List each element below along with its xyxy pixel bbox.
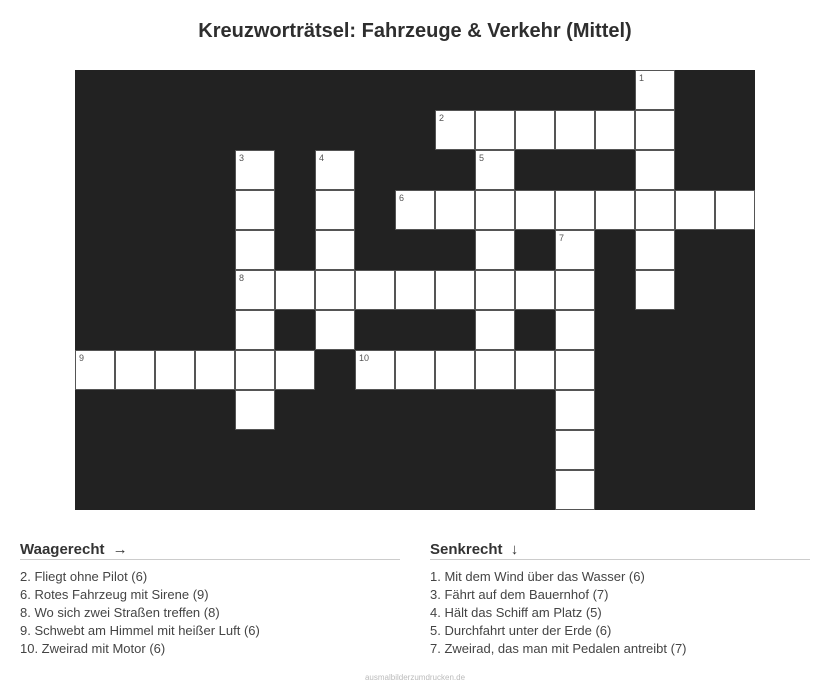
down-clue: 1. Mit dem Wind über das Wasser (6) — [430, 569, 645, 584]
clue-number: 3 — [239, 153, 245, 163]
clue-number: 2 — [439, 113, 445, 123]
crossword-cell[interactable] — [555, 470, 595, 510]
crossword-cell[interactable] — [635, 110, 675, 150]
crossword-cell[interactable] — [395, 270, 435, 310]
crossword-cell[interactable] — [395, 350, 435, 390]
clue-number: 5 — [479, 153, 485, 163]
crossword-cell[interactable] — [115, 350, 155, 390]
across-clue: 6. Rotes Fahrzeug mit Sirene (9) — [20, 587, 209, 602]
crossword-cell[interactable] — [235, 350, 275, 390]
crossword-cell[interactable] — [315, 230, 355, 270]
crossword-cell[interactable] — [555, 310, 595, 350]
clue-number: 7 — [559, 233, 565, 243]
crossword-cell[interactable] — [515, 270, 555, 310]
puzzle-title: Kreuzworträtsel: Fahrzeuge & Verkehr (Mittel) — [198, 20, 632, 42]
crossword-cell[interactable] — [435, 190, 475, 230]
arrow-down-icon: ↓ — [510, 541, 519, 558]
down-clue: 7. Zweirad, das man mit Pedalen antreibt (7) — [430, 641, 687, 656]
crossword-cell[interactable] — [555, 390, 595, 430]
down-clue: 3. Fährt auf dem Bauernhof (7) — [430, 587, 609, 602]
clue-number: 1 — [639, 73, 645, 83]
crossword-cell[interactable] — [635, 150, 675, 190]
clue-number: 9 — [79, 353, 85, 363]
crossword-grid — [75, 70, 755, 510]
crossword-cell[interactable] — [75, 350, 115, 390]
down-heading — [430, 541, 810, 560]
crossword-cell[interactable] — [555, 350, 595, 390]
across-clue: 9. Schwebt am Himmel mit heißer Luft (6) — [20, 623, 260, 638]
crossword-cell[interactable] — [555, 430, 595, 470]
across-heading — [20, 541, 400, 560]
crossword-cell[interactable] — [235, 310, 275, 350]
crossword-cell[interactable] — [275, 350, 315, 390]
crossword-cell[interactable] — [475, 150, 515, 190]
crossword-cell[interactable] — [555, 230, 595, 270]
crossword-cell[interactable] — [675, 190, 715, 230]
crossword-cell[interactable] — [475, 190, 515, 230]
across-clue: 8. Wo sich zwei Straßen treffen (8) — [20, 605, 220, 620]
down-clue: 4. Hält das Schiff am Platz (5) — [430, 605, 602, 620]
crossword-cell[interactable] — [635, 270, 675, 310]
crossword-cell[interactable] — [595, 110, 635, 150]
crossword-cell[interactable] — [355, 350, 395, 390]
crossword-cell[interactable] — [475, 310, 515, 350]
crossword-cell[interactable] — [315, 190, 355, 230]
crossword-cell[interactable] — [235, 270, 275, 310]
crossword-cell[interactable] — [555, 190, 595, 230]
crossword-cell[interactable] — [435, 350, 475, 390]
clue-number: 6 — [399, 193, 405, 203]
crossword-cell[interactable] — [475, 270, 515, 310]
across-clue: 10. Zweirad mit Motor (6) — [20, 641, 166, 656]
crossword-cell[interactable] — [235, 390, 275, 430]
down-heading-label: Senkrecht — [430, 541, 503, 558]
crossword-cell[interactable] — [515, 110, 555, 150]
crossword-cell[interactable] — [155, 350, 195, 390]
arrow-right-icon: → — [112, 541, 128, 558]
crossword-cell[interactable] — [355, 270, 395, 310]
clue-number: 4 — [319, 153, 325, 163]
crossword-cell[interactable] — [555, 110, 595, 150]
across-clue: 2. Fliegt ohne Pilot (6) — [20, 569, 148, 584]
crossword-cell[interactable] — [315, 310, 355, 350]
across-clues — [20, 541, 400, 658]
crossword-cell[interactable] — [395, 190, 435, 230]
crossword-cell[interactable] — [435, 270, 475, 310]
crossword-cell[interactable] — [235, 230, 275, 270]
crossword-cell[interactable] — [315, 150, 355, 190]
footer-credit: ausmalbilderzumdrucken.de — [364, 673, 466, 682]
down-clue: 5. Durchfahrt unter der Erde (6) — [430, 623, 612, 638]
clue-number: 8 — [239, 273, 245, 283]
down-clues — [430, 541, 810, 658]
crossword-cell[interactable] — [635, 230, 675, 270]
crossword-cell[interactable] — [195, 350, 235, 390]
across-heading-label: Waagerecht — [20, 541, 105, 558]
crossword-cell[interactable] — [235, 150, 275, 190]
crossword-cell[interactable] — [555, 270, 595, 310]
crossword-cell[interactable] — [475, 110, 515, 150]
crossword-cell[interactable] — [475, 230, 515, 270]
crossword-cell[interactable] — [635, 70, 675, 110]
crossword-cell[interactable] — [315, 270, 355, 310]
crossword-cell[interactable] — [635, 190, 675, 230]
crossword-cell[interactable] — [515, 190, 555, 230]
crossword-cell[interactable] — [435, 110, 475, 150]
crossword-cell[interactable] — [515, 350, 555, 390]
clue-number: 10 — [359, 353, 370, 363]
crossword-cell[interactable] — [275, 270, 315, 310]
crossword-cell[interactable] — [595, 190, 635, 230]
crossword-cell[interactable] — [715, 190, 755, 230]
crossword-cell[interactable] — [475, 350, 515, 390]
crossword-cell[interactable] — [235, 190, 275, 230]
